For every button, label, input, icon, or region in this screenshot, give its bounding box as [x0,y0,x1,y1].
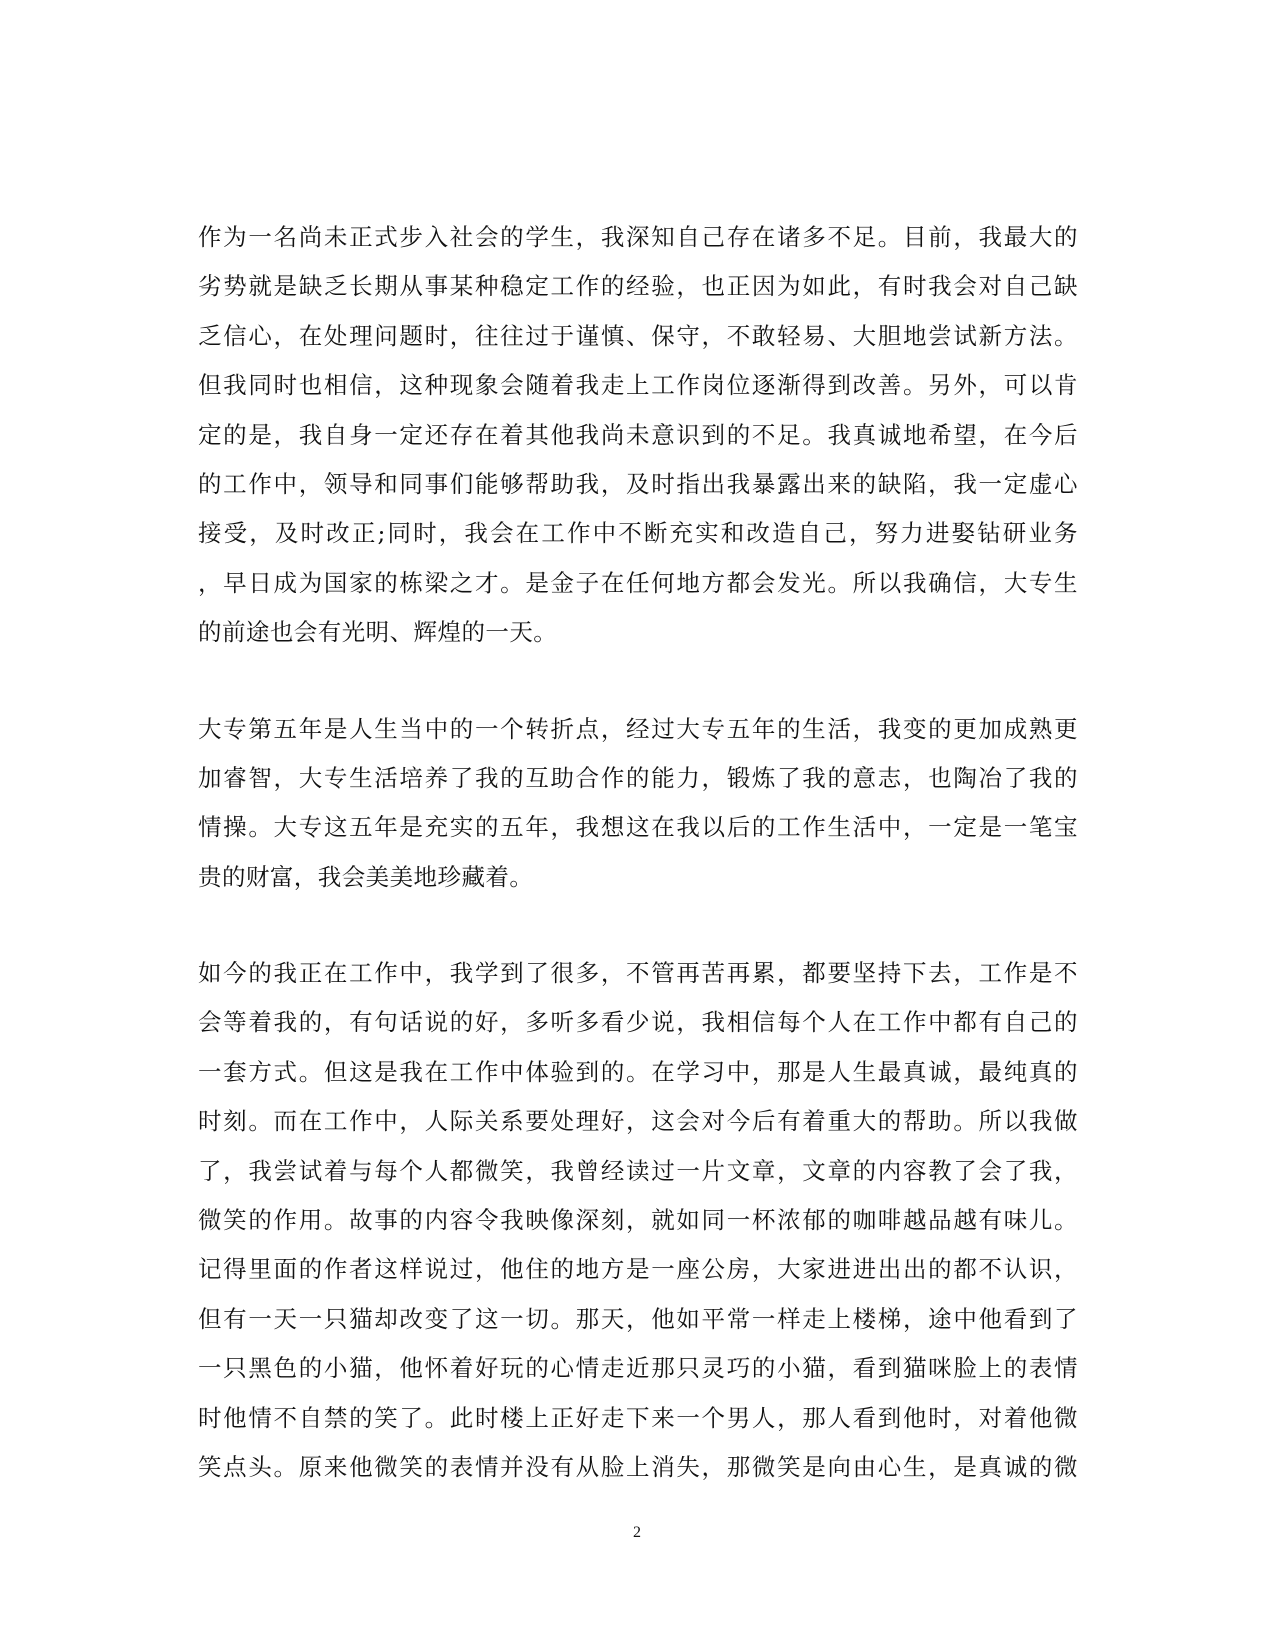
text-line: 情操。大专这五年是充实的五年，我想这在我以后的工作生活中，一定是一笔宝 [198,813,1078,842]
paragraph-3 [198,949,1078,1492]
text-line: 乏信心，在处理问题时，往往过于谨慎、保守，不敢轻易、大胆地尝试新方法。 [198,321,1078,350]
text-line: 加睿智，大专生活培养了我的互助合作的能力，锻炼了我的意志，也陶冶了我的 [198,763,1078,792]
text-line: 接受，及时改正;同时，我会在工作中不断充实和改造自己，努力进娶钻研业务 [198,519,1078,548]
text-line: 时他情不自禁的笑了。此时楼上正好走下来一个男人，那人看到他时，对着他微 [198,1403,1078,1432]
text-line: 一只黑色的小猫，他怀着好玩的心情走近那只灵巧的小猫，看到猫咪脸上的表情 [198,1354,1078,1383]
paragraph-2 [198,705,1078,903]
text-line: 笑点头。原来他微笑的表情并没有从脸上消失，那微笑是向由心生，是真诚的微 [198,1452,1078,1481]
paragraph-spacer [198,902,1078,949]
text-line: 作为一名尚未正式步入社会的学生，我深知自己存在诸多不足。目前，我最大的 [198,223,1078,251]
text-line: 的工作中，领导和同事们能够帮助我，及时指出我暴露出来的缺陷，我一定虚心 [198,469,1078,498]
paragraph-1 [198,213,1078,658]
paragraph-spacer [198,658,1078,705]
text-line: 微笑的作用。故事的内容令我映像深刻，就如同一杯浓郁的咖啡越品越有味儿。 [198,1206,1078,1235]
text-line: 的前途也会有光明、辉煌的一天。 [198,618,558,647]
text-line: 会等着我的，有句话说的好，多听多看少说，我相信每个人在工作中都有自己的 [198,1008,1078,1037]
text-line: 如今的我正在工作中，我学到了很多，不管再苦再累，都要坚持下去，工作是不 [198,959,1078,988]
text-line: ，早日成为国家的栋梁之才。是金子在任何地方都会发光。所以我确信，大专生 [198,568,1078,597]
text-line: 大专第五年是人生当中的一个转折点，经过大专五年的生活，我变的更加成熟更 [198,714,1078,743]
text-line: 贵的财富，我会美美地珍藏着。 [198,862,534,891]
text-line: 了，我尝试着与每个人都微笑，我曾经读过一片文章，文章的内容教了会了我， [198,1156,1078,1185]
text-line: 一套方式。但这是我在工作中体验到的。在学习中，那是人生最真诚，最纯真的 [198,1057,1078,1086]
text-line: 但有一天一只猫却改变了这一切。那天，他如平常一样走上楼梯，途中他看到了 [198,1304,1078,1333]
text-line: 劣势就是缺乏长期从事某种稳定工作的经验，也正因为如此，有时我会对自己缺 [198,272,1078,301]
text-line: 时刻。而在工作中，人际关系要处理好，这会对今后有着重大的帮助。所以我做 [198,1107,1078,1136]
page-number: 2 [633,1524,641,1541]
text-line: 记得里面的作者这样说过，他住的地方是一座公房，大家进进出出的都不认识， [198,1255,1078,1284]
document-body [198,213,1078,1492]
text-line: 定的是，我自身一定还存在着其他我尚未意识到的不足。我真诚地希望，在今后 [198,420,1078,449]
text-line: 但我同时也相信，这种现象会随着我走上工作岗位逐渐得到改善。另外，可以肯 [198,371,1078,400]
